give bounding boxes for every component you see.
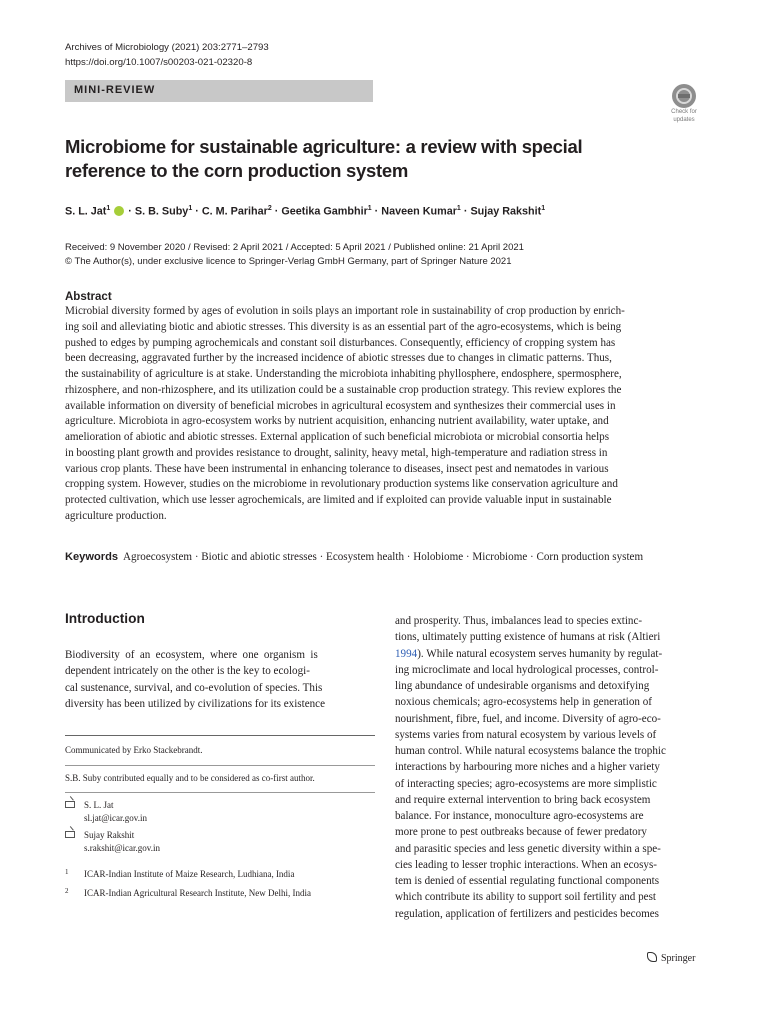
abstract-line: available information on diversity of beneficial microbes in agricultural ecosystem and synthesizes their commercial uses in [65,399,616,412]
abstract-line: cropping system. However, studies on the microbiome in revolutionary production systems like conservation agriculture and [65,478,618,491]
body-line: which contribute its ability to support soil fertility and pest [395,891,656,904]
intro-right-column [395,613,705,922]
introduction-heading: Introduction [65,611,145,626]
keywords-text: Agroecosystem · Biotic and abiotic stresses · Ecosystem health · Holobiome · Microbiome · Corn production system [123,551,644,563]
abstract-line: pushed to edges by pumping agrochemicals and constant soil disturbances. Consequently, efficiency of cropping system has [65,336,616,349]
springer-logo-icon [647,952,657,962]
abstract-heading: Abstract [65,291,112,303]
body-line: diversity has been utilized by civilizations for its existence [65,697,326,710]
body-line: balance. For instance, monoculture agro-ecosystems are [395,810,644,822]
body-line: nourishment, fibre, fuel, and income. Diversity of agro-eco- [395,712,661,725]
body-line: dependent intricately on the other is the key to ecologi- [65,665,310,678]
dates-line: Received: 9 November 2020 / Revised: 2 April 2021 / Accepted: 5 April 2021 / Published online: 21 April 2021 [65,242,524,253]
abstract-line: ing soil and alleviating biotic and abiotic stresses. This diversity is as an essential part of the agro-ecosystems, which is being [65,320,622,333]
affiliation-number: 2 [65,887,69,896]
body-line: and prosperity. Thus, imbalances lead to species extinc- [395,615,643,627]
body-line: interactions by harbouring more niches and a higher variety [395,761,660,774]
article-type-bar [65,80,373,102]
author-affiliation-mark: 1 [188,205,193,212]
abstract-body [65,304,703,525]
envelope-icon [65,801,75,808]
author-affiliation-mark: 1 [367,205,372,212]
citation-link[interactable]: 1994 [395,647,418,660]
article-title: Microbiome for sustainable agriculture: a review with special reference to the corn production system [65,136,583,181]
affiliation [65,887,375,900]
author-name[interactable]: Sujay Rakshit [470,205,542,218]
body-line: of interacting species; agro-ecosystems are more simplistic [395,777,657,790]
abstract-line: Microbial diversity formed by ages of evolution in soils plays an important role in sustainability of crop production by enrich- [65,305,625,317]
author-name[interactable]: S. B. Suby [134,205,189,218]
abstract-line: rhizosphere, and non-rhizosphere, and its utilization could be a sustainable crop production strategy. This review explores the [65,383,622,396]
body-line: ling abundance of undesirable organisms and detoxifying [395,680,650,692]
keywords-label: Keywords [65,551,119,563]
body-line: ing microclimate and local hydrological processes, control- [395,663,659,676]
footnotes [65,744,375,900]
author-list: S. L. Jat$^1$ · S. B. Suby$^1$ · C. M. Parihar$^2$ · Geetika Gambhir$^1$ · Naveen Kumar$^1$ · Sujay Rakshit$^1$ [65,205,546,218]
body-line: noxious chemicals; agro-ecosystems help in generation of [395,696,652,709]
journal-citation: Archives of Microbiology (2021) 203:2771–2793 [65,42,269,53]
affiliation [65,868,375,881]
publisher-footer [647,952,695,964]
affiliation-text: ICAR-Indian Agricultural Research Institute, New Delhi, India [84,888,311,899]
keywords [65,549,705,565]
body-line: cal sustenance, survival, and co-evolution of species. This [65,681,323,694]
affiliation-number: 1 [65,867,69,876]
abstract-line: agriculture. Microbiota in agro-ecosystem works by nutrient acquisition, enhancing nutrient availability, water uptake, and [65,415,609,428]
author-affiliation-mark: 2 [267,205,272,212]
corresponding-author [65,799,375,824]
body-line: and parasitic species and less genetic diversity within a spe- [395,842,661,855]
journal-header [65,41,269,70]
check-for-updates-line2: updates [673,116,695,123]
abstract-line: protected cultivation, which use lesser agrochemicals, are limited and if exploited can provide valuable input in sustainable [65,494,612,506]
author-name[interactable]: Geetika Gambhir [281,205,368,218]
author-affiliation-mark: 1 [541,205,546,212]
envelope-icon [65,831,75,838]
author-name[interactable]: Naveen Kumar [381,205,457,218]
author-affiliation-mark: 1 [106,205,111,212]
author-affiliation-mark: 1 [456,205,461,212]
footnote-separator [65,792,375,793]
contact-name: Sujay Rakshit [84,830,135,841]
body-line: cies leading to lesser trophic interactions. When an ecosys- [395,858,657,871]
orcid-icon[interactable] [114,206,124,216]
body-line: more prone to pest outbreaks because of fewer predatory [395,826,647,839]
contact-name: S. L. Jat [84,800,114,811]
body-line: regulation, application of fertilizers and pesticides becomes [395,907,659,920]
body-line: tions, ultimately putting existence of humans at risk (Altieri [395,631,661,644]
equal-contribution-note: S.B. Suby contributed equally and to be considered as co-first author. [65,772,315,783]
intro-left-column [65,647,375,712]
abstract-line: agriculture production. [65,509,167,522]
article-type-label: MINI-REVIEW [74,84,156,96]
communicated-by: Communicated by Erko Stackebrandt. [65,745,203,755]
contact-email[interactable]: sl.jat@icar.gov.in [84,812,147,823]
author-name[interactable]: S. L. Jat [65,205,107,218]
footnote-separator [65,765,375,766]
abstract-line: amelioration of abiotic and abiotic stresses. External application of such beneficial microbiota or microbial consortia helps [65,431,610,443]
footnote-divider [65,735,375,736]
check-for-updates-badge[interactable] [666,84,702,124]
body-line: Biodiversity of an ecosystem, where one organism is [65,649,318,661]
publication-history [65,241,524,269]
footnote-spacer [65,861,375,862]
contact-email[interactable]: s.rakshit@icar.gov.in [84,842,160,853]
body-line: and require external intervention to bring back ecosystem [395,793,651,806]
abstract-line: been decreasing, aggravated further by the increased incidence of abiotic stresses due to changes in climatic patterns. Thus, [65,352,612,365]
body-line: tem is denied of essential regulating functional components [395,875,660,887]
check-for-updates-line1: Check for [671,109,697,115]
copyright-line: © The Author(s), under exclusive licence to Springer-Verlag GmbH Germany, part of Springer Nature 2021 [65,256,512,267]
check-for-updates-icon [672,84,696,108]
abstract-line: the sustainability of agriculture is at stake. Understanding the microbiota inhabiting phyllosphere, endosphere, spermosphere, [65,368,622,380]
abstract-line: in boosting plant growth and provides resistance to drought, salinity, heavy metal, high-temperature and radiation stress in [65,446,608,459]
abstract-line: various crop plants. These have been instrumental in enhancing tolerance to diseases, insect pest and nematodes in various [65,462,609,475]
author-name[interactable]: C. M. Parihar [201,205,268,218]
body-line: 1994). While natural ecosystem serves humanity by regulat- [395,647,663,660]
body-line: human control. While natural ecosystems balance the trophic [395,745,666,757]
publisher-name: Springer [661,953,696,964]
affiliation-text: ICAR-Indian Institute of Maize Research, Ludhiana, India [84,868,295,879]
doi-link[interactable]: https://doi.org/10.1007/s00203-021-02320-8 [65,56,253,68]
body-line: systems varies from natural ecosystem by various levels of [395,728,657,741]
corresponding-author [65,829,375,854]
